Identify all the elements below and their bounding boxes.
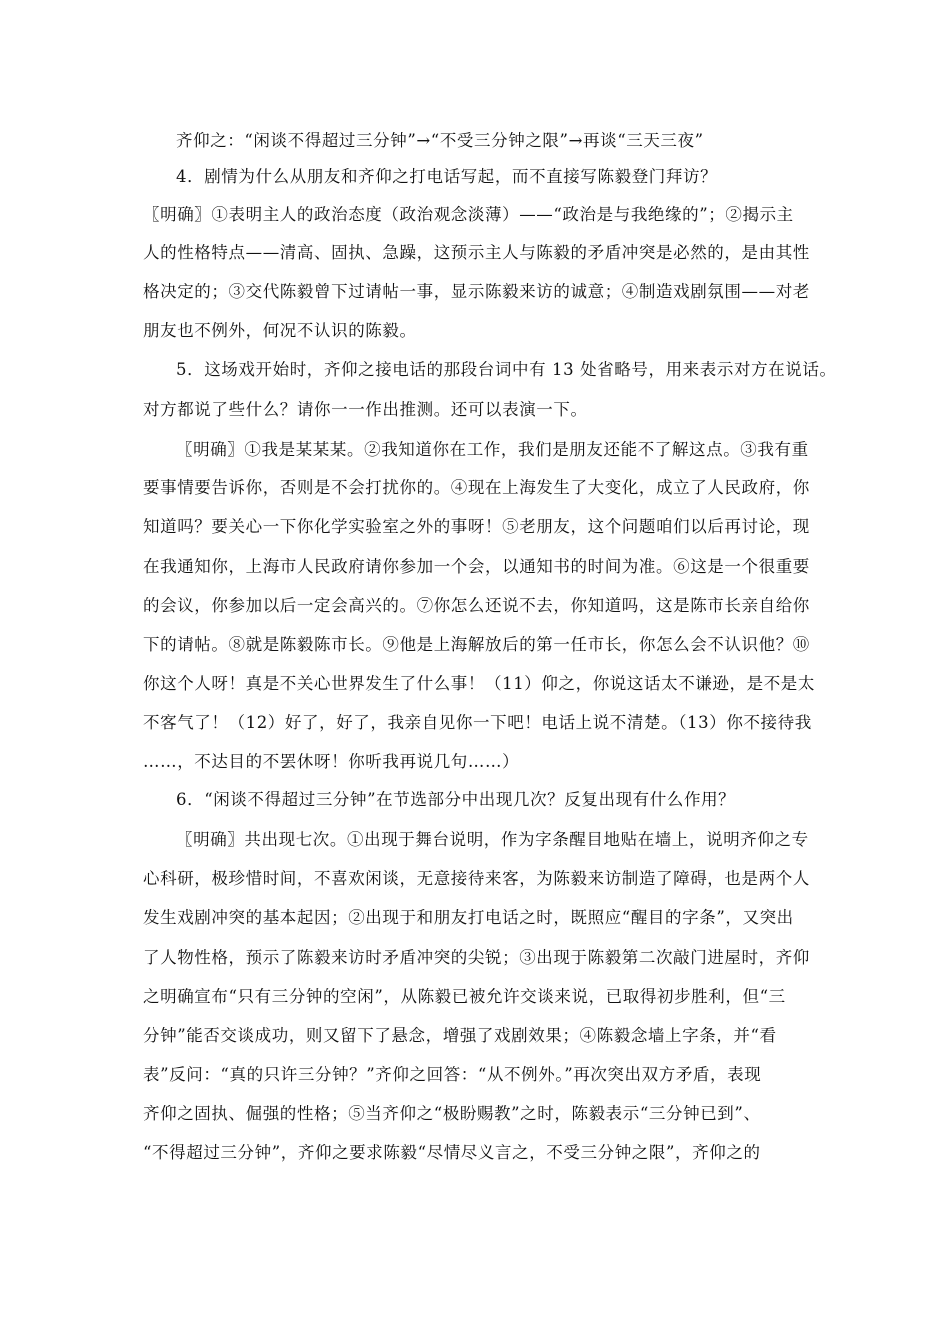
answer-5-line: 〖明确〗①我是某某某。②我知道你在工作，我们是朋友还能不了解这点。③我有重 bbox=[176, 440, 809, 459]
answer-6-line: 发生戏剧冲突的基本起因；②出现于和朋友打电话之时，既照应“醒目的字条”，又突出 bbox=[143, 908, 794, 927]
answer-6-line: 心科研，极珍惜时间，不喜欢闲谈，无意接待来客，为陈毅来访制造了障碍，也是两个人 bbox=[143, 869, 810, 888]
answer-6-line: 之明确宣布“只有三分钟的空闲”，从陈毅已被允许交谈来说，已取得初步胜利，但“三 bbox=[143, 987, 786, 1006]
question-4: 4．剧情为什么从朋友和齐仰之打电话写起，而不直接写陈毅登门拜访？ bbox=[176, 167, 718, 186]
answer-5-line: 下的请帖。⑧就是陈毅陈市长。⑨他是上海解放后的第一任市长，你怎么会不认识他？⑩ bbox=[143, 635, 810, 654]
answer-5-line: ……，不达目的不罢休呀！你听我再说几句……） bbox=[143, 752, 520, 771]
answer-4-line: 朋友也不例外，何况不认识的陈毅。 bbox=[143, 321, 417, 340]
question-6: 6．“闲谈不得超过三分钟”在节选部分中出现几次？反复出现有什么作用？ bbox=[176, 790, 736, 809]
answer-5-line: 的会议，你参加以后一定会高兴的。⑦你怎么还说不去，你知道吗，这是陈市长亲自给你 bbox=[143, 596, 810, 615]
question-5-line: 对方都说了些什么？请你一一作出推测。还可以表演一下。 bbox=[143, 400, 588, 419]
question-5: 5．这场戏开始时，齐仰之接电话的那段台词中有 13 处省略号，用来表示对方在说话。 bbox=[176, 360, 837, 379]
answer-5-line: 不客气了！（12）好了，好了，我亲自见你一下吧！电话上说不清楚。（13）你不接待我 bbox=[143, 713, 812, 732]
answer-5-line: 知道吗？要关心一下你化学实验室之外的事呀！⑤老朋友，这个问题咱们以后再讨论，现 bbox=[143, 517, 810, 536]
answer-5-line: 要事情要告诉你，否则是不会打扰你的。④现在上海发生了大变化，成立了人民政府，你 bbox=[143, 478, 810, 497]
answer-6-line: 分钟”能否交谈成功，则又留下了悬念，增强了戏剧效果；④陈毅念墙上字条，并“看 bbox=[143, 1026, 777, 1045]
answer-6-line: 〖明确〗共出现七次。①出现于舞台说明，作为字条醒目地贴在墙上，说明齐仰之专 bbox=[176, 830, 809, 849]
answer-5-line: 在我通知你，上海市人民政府请你参加一个会，以通知书的时间为准。⑥这是一个很重要 bbox=[143, 557, 810, 576]
answer-4-line: 人的性格特点——清高、固执、急躁，这预示主人与陈毅的矛盾冲突是必然的，是由其性 bbox=[143, 243, 810, 262]
text-line: 齐仰之：“闲谈不得超过三分钟”→“不受三分钟之限”→再谈“三天三夜” bbox=[176, 131, 704, 150]
answer-6-line: 齐仰之固执、倔强的性格；⑤当齐仰之“极盼赐教”之时，陈毅表示“三分钟已到”、 bbox=[143, 1104, 761, 1123]
answer-6-line: 了人物性格，预示了陈毅来访时矛盾冲突的尖锐；③出现于陈毅第二次敲门进屋时，齐仰 bbox=[143, 948, 810, 967]
answer-4-line: 格决定的；③交代陈毅曾下过请帖一事，显示陈毅来访的诚意；④制造戏剧氛围——对老 bbox=[143, 282, 810, 301]
answer-5-line: 你这个人呀！真是不关心世界发生了什么事！（11）仰之，你说这话太不谦逊，是不是太 bbox=[143, 674, 815, 693]
answer-4-line: 〖明确〗①表明主人的政治态度（政治观念淡薄）——“政治是与我绝缘的”；②揭示主 bbox=[143, 205, 794, 224]
answer-6-line: “不得超过三分钟”，齐仰之要求陈毅“尽情尽义言之，不受三分钟之限”，齐仰之的 bbox=[143, 1143, 761, 1162]
answer-6-line: 表”反问：“真的只许三分钟？”齐仰之回答：“从不例外。”再次突出双方矛盾，表现 bbox=[143, 1065, 762, 1084]
